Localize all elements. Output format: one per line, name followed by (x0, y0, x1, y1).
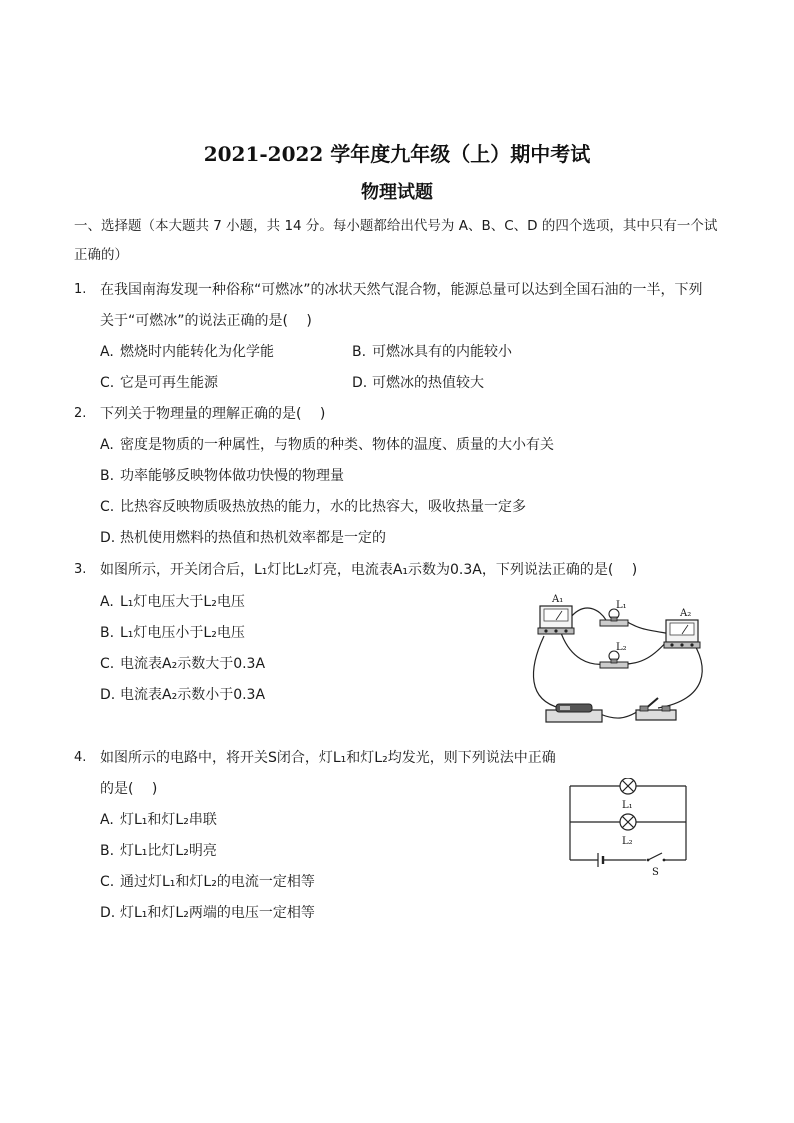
switch-symbol (647, 853, 666, 861)
option (100, 373, 218, 393)
option (100, 435, 554, 455)
option-text: 电流表A₂示数小于0.3A (120, 687, 266, 703)
option-text: 灯L₁和灯L₂两端的电压一定相等 (120, 905, 315, 921)
question-stem: 如图所示，开关闭合后，L₁灯比L₂灯亮，电流表A₁示数为0.3A，下列说法正确的是( ) (100, 562, 638, 578)
option (100, 342, 274, 362)
question-number: 3. (74, 562, 87, 577)
option-label: A. (100, 437, 114, 453)
option (352, 373, 484, 393)
q4-circuit-diagram (562, 778, 694, 878)
option (100, 685, 265, 705)
option-text: 灯L₁比灯L₂明亮 (120, 843, 217, 859)
lamp-l1-label: L₁ (616, 600, 627, 611)
section-heading-line2: 正确的） (74, 247, 128, 263)
ammeter-a1 (538, 606, 574, 634)
battery-symbol (598, 853, 603, 867)
option (100, 903, 315, 923)
option-text: 燃烧时内能转化为化学能 (120, 344, 274, 360)
ammeter-a2 (664, 620, 700, 648)
wire (624, 620, 672, 634)
lamp-l1-label: L₁ (622, 800, 633, 811)
question-stem: 关于“可燃冰”的说法正确的是( ) (100, 313, 312, 329)
option (352, 342, 512, 362)
option (100, 497, 526, 517)
option (100, 466, 344, 486)
wire (624, 640, 668, 664)
wire (570, 608, 606, 620)
wire (533, 636, 560, 708)
exam-subtitle: 物理试题 (361, 182, 433, 203)
option-label: A. (100, 812, 114, 828)
option-label: C. (100, 375, 115, 391)
wire (560, 630, 606, 664)
option-label: D. (100, 905, 116, 921)
option-label: A. (100, 344, 114, 360)
option (100, 872, 315, 892)
option-text: 功率能够反映物体做功快慢的物理量 (120, 468, 344, 484)
option (100, 528, 386, 548)
option-text: 密度是物质的一种属性，与物质的种类、物体的温度、质量的大小有关 (120, 437, 554, 453)
option-text: 比热容反映物质吸热放热的能力，水的比热容大，吸收热量一定多 (120, 499, 526, 515)
section-heading-line1: 一、选择题（本大题共 7 小题，共 14 分。每小题都给出代号为 A、B、C、D 的四个选项，其中只有一个试 (74, 218, 718, 234)
option-label: C. (100, 499, 115, 515)
lamp-l2-symbol (620, 814, 636, 830)
option-text: 可燃冰的热值较大 (372, 375, 484, 391)
question-number: 2. (74, 406, 87, 421)
lamp-l2 (600, 651, 628, 668)
option-label: D. (100, 687, 116, 703)
option-label: D. (352, 375, 368, 391)
option-text: 灯L₁和灯L₂串联 (120, 812, 217, 828)
question-stem: 下列关于物理量的理解正确的是( ) (100, 406, 326, 422)
wire (600, 710, 640, 718)
option-label: D. (100, 530, 116, 546)
option-label: B. (100, 468, 115, 484)
question-stem: 如图所示的电路中，将开关S闭合，灯L₁和灯L₂均发光，则下列说法中正确 (100, 750, 556, 766)
option-text: L₁灯电压大于L₂电压 (120, 594, 245, 610)
option (100, 623, 245, 643)
option (100, 810, 217, 830)
option-label: A. (100, 594, 114, 610)
option-text: 电流表A₂示数大于0.3A (120, 656, 266, 672)
option-text: 热机使用燃料的热值和热机效率都是一定的 (120, 530, 386, 546)
switch-label: S (652, 867, 659, 878)
option-label: B. (100, 843, 115, 859)
option (100, 654, 265, 674)
lamp-l1-symbol (620, 778, 636, 794)
switch (636, 698, 676, 720)
option-label: C. (100, 874, 115, 890)
option-label: B. (100, 625, 115, 641)
q3-circuit-figure (530, 590, 710, 728)
option-text: 可燃冰具有的内能较小 (372, 344, 512, 360)
option (100, 592, 245, 612)
question-number: 1. (74, 282, 87, 297)
option-text: 它是可再生能源 (120, 375, 218, 391)
option-label: C. (100, 656, 115, 672)
option (100, 841, 217, 861)
lamp-l2-label: L₂ (622, 836, 633, 847)
option-text: 通过灯L₁和灯L₂的电流一定相等 (120, 874, 315, 890)
ammeter-a1-label: A₁ (552, 594, 564, 605)
ammeter-a2-label: A₂ (680, 608, 692, 619)
option-text: L₁灯电压小于L₂电压 (120, 625, 245, 641)
exam-title: 2021-2022 学年度九年级（上）期中考试 (203, 142, 591, 166)
option-label: B. (352, 344, 367, 360)
question-stem: 的是( ) (100, 781, 158, 797)
question-stem: 在我国南海发现一种俗称“可燃冰”的冰状天然气混合物，能源总量可以达到全国石油的一半，下列 (100, 282, 703, 298)
lamp-l2-label: L₂ (616, 642, 627, 653)
question-number: 4. (74, 750, 87, 765)
